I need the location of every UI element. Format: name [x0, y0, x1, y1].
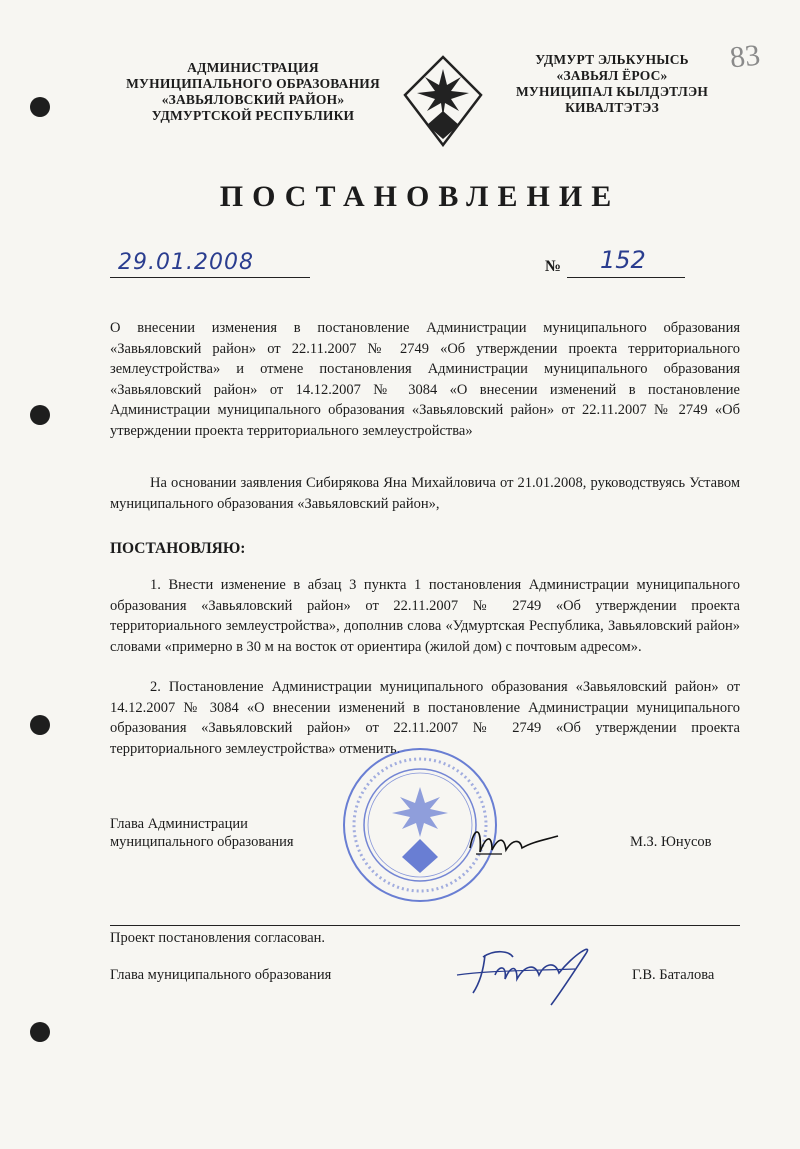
number-underline: [567, 277, 685, 278]
decree-heading: ПОСТАНОВЛЯЮ:: [110, 540, 246, 557]
decree-item: 2. Постановление Администрации муниципального образования «Завьяловский район» от 14.12.2007 № 3084 «О внесении изменений в постановление Администрации муниципального образования «Завьяловский район» от 22.11.2007 № 2749 «Об утверждении проекта территориального землеустройства» отменить.: [110, 679, 740, 757]
handwritten-signature: [462, 818, 562, 863]
date-underline: [110, 277, 310, 278]
approver-name: Г.В. Баталова: [632, 967, 715, 983]
emblem-icon: [403, 55, 483, 147]
signer-name: М.З. Юнусов: [630, 834, 712, 850]
header-right-line: КИВАЛТЭТЭЗ: [565, 100, 659, 115]
punch-hole: [30, 97, 50, 117]
approval-note: Проект постановления согласован.: [110, 930, 326, 946]
header-left-line: АДМИНИСТРАЦИЯ: [187, 60, 319, 75]
punch-hole: [30, 1022, 50, 1042]
punch-hole: [30, 405, 50, 425]
signer-position-line: Глава Администрации: [110, 816, 248, 832]
document-number: 152: [600, 246, 646, 274]
corner-page-mark: 83: [728, 38, 762, 75]
number-label: №: [545, 258, 562, 275]
header-left-line: «ЗАВЬЯЛОВСКИЙ РАЙОН»: [161, 92, 345, 107]
signer-position: [110, 815, 294, 851]
header-left-line: МУНИЦИПАЛЬНОГО ОБРАЗОВАНИЯ: [126, 76, 380, 91]
header-right-line: «ЗАВЬЯЛ ЁРОС»: [556, 68, 668, 83]
approver-position: Глава муниципального образования: [110, 967, 332, 983]
document-title: ПОСТАНОВЛЕНИЕ: [219, 180, 621, 213]
header-right-org: [512, 52, 712, 116]
document-date: 29.01.2008: [118, 250, 254, 275]
header-right-line: УДМУРТ ЭЛЬКУНЫСЬ: [535, 52, 689, 67]
signer-position-line: муниципального образования: [110, 834, 294, 850]
header-left-org: [108, 60, 398, 124]
approver-signature: [455, 935, 605, 1010]
punch-hole: [30, 715, 50, 735]
document-subject: О внесении изменения в постановление Администрации муниципального образования «Завьяловский район» от 22.11.2007 № 2749 «Об утверждении проекта территориального землеустройства» и отмене постановления Администрации муниципального образования «Завьяловский район» от 14.12.2007 № 3084 «О внесении изменений в постановление Администрации муниципального образования «Завьяловский район» от 22.11.2007 № 2749 «Об утверждении проекта территориального землеустройства»: [110, 320, 740, 439]
separator-line: [110, 925, 740, 926]
header-left-line: УДМУРТСКОЙ РЕСПУБЛИКИ: [151, 108, 355, 123]
decree-item: 1. Внести изменение в абзац 3 пункта 1 постановления Администрации муниципального образования «Завьяловский район» от 22.11.2007 № 2749 «Об утверждении проекта территориального землеустройства», дополнив слова «Удмуртская Республика, Завьяловский район» словами «примерно в 30 м на восток от ориентира (жилой дом) с почтовым адресом».: [110, 577, 740, 655]
header-right-line: МУНИЦИПАЛ КЫЛДЭТЛЭН: [515, 84, 709, 99]
basis-paragraph: На основании заявления Сибирякова Яна Михайловича от 21.01.2008, руководствуясь Уставом муниципального образования «Завьяловский район»,: [110, 475, 740, 512]
